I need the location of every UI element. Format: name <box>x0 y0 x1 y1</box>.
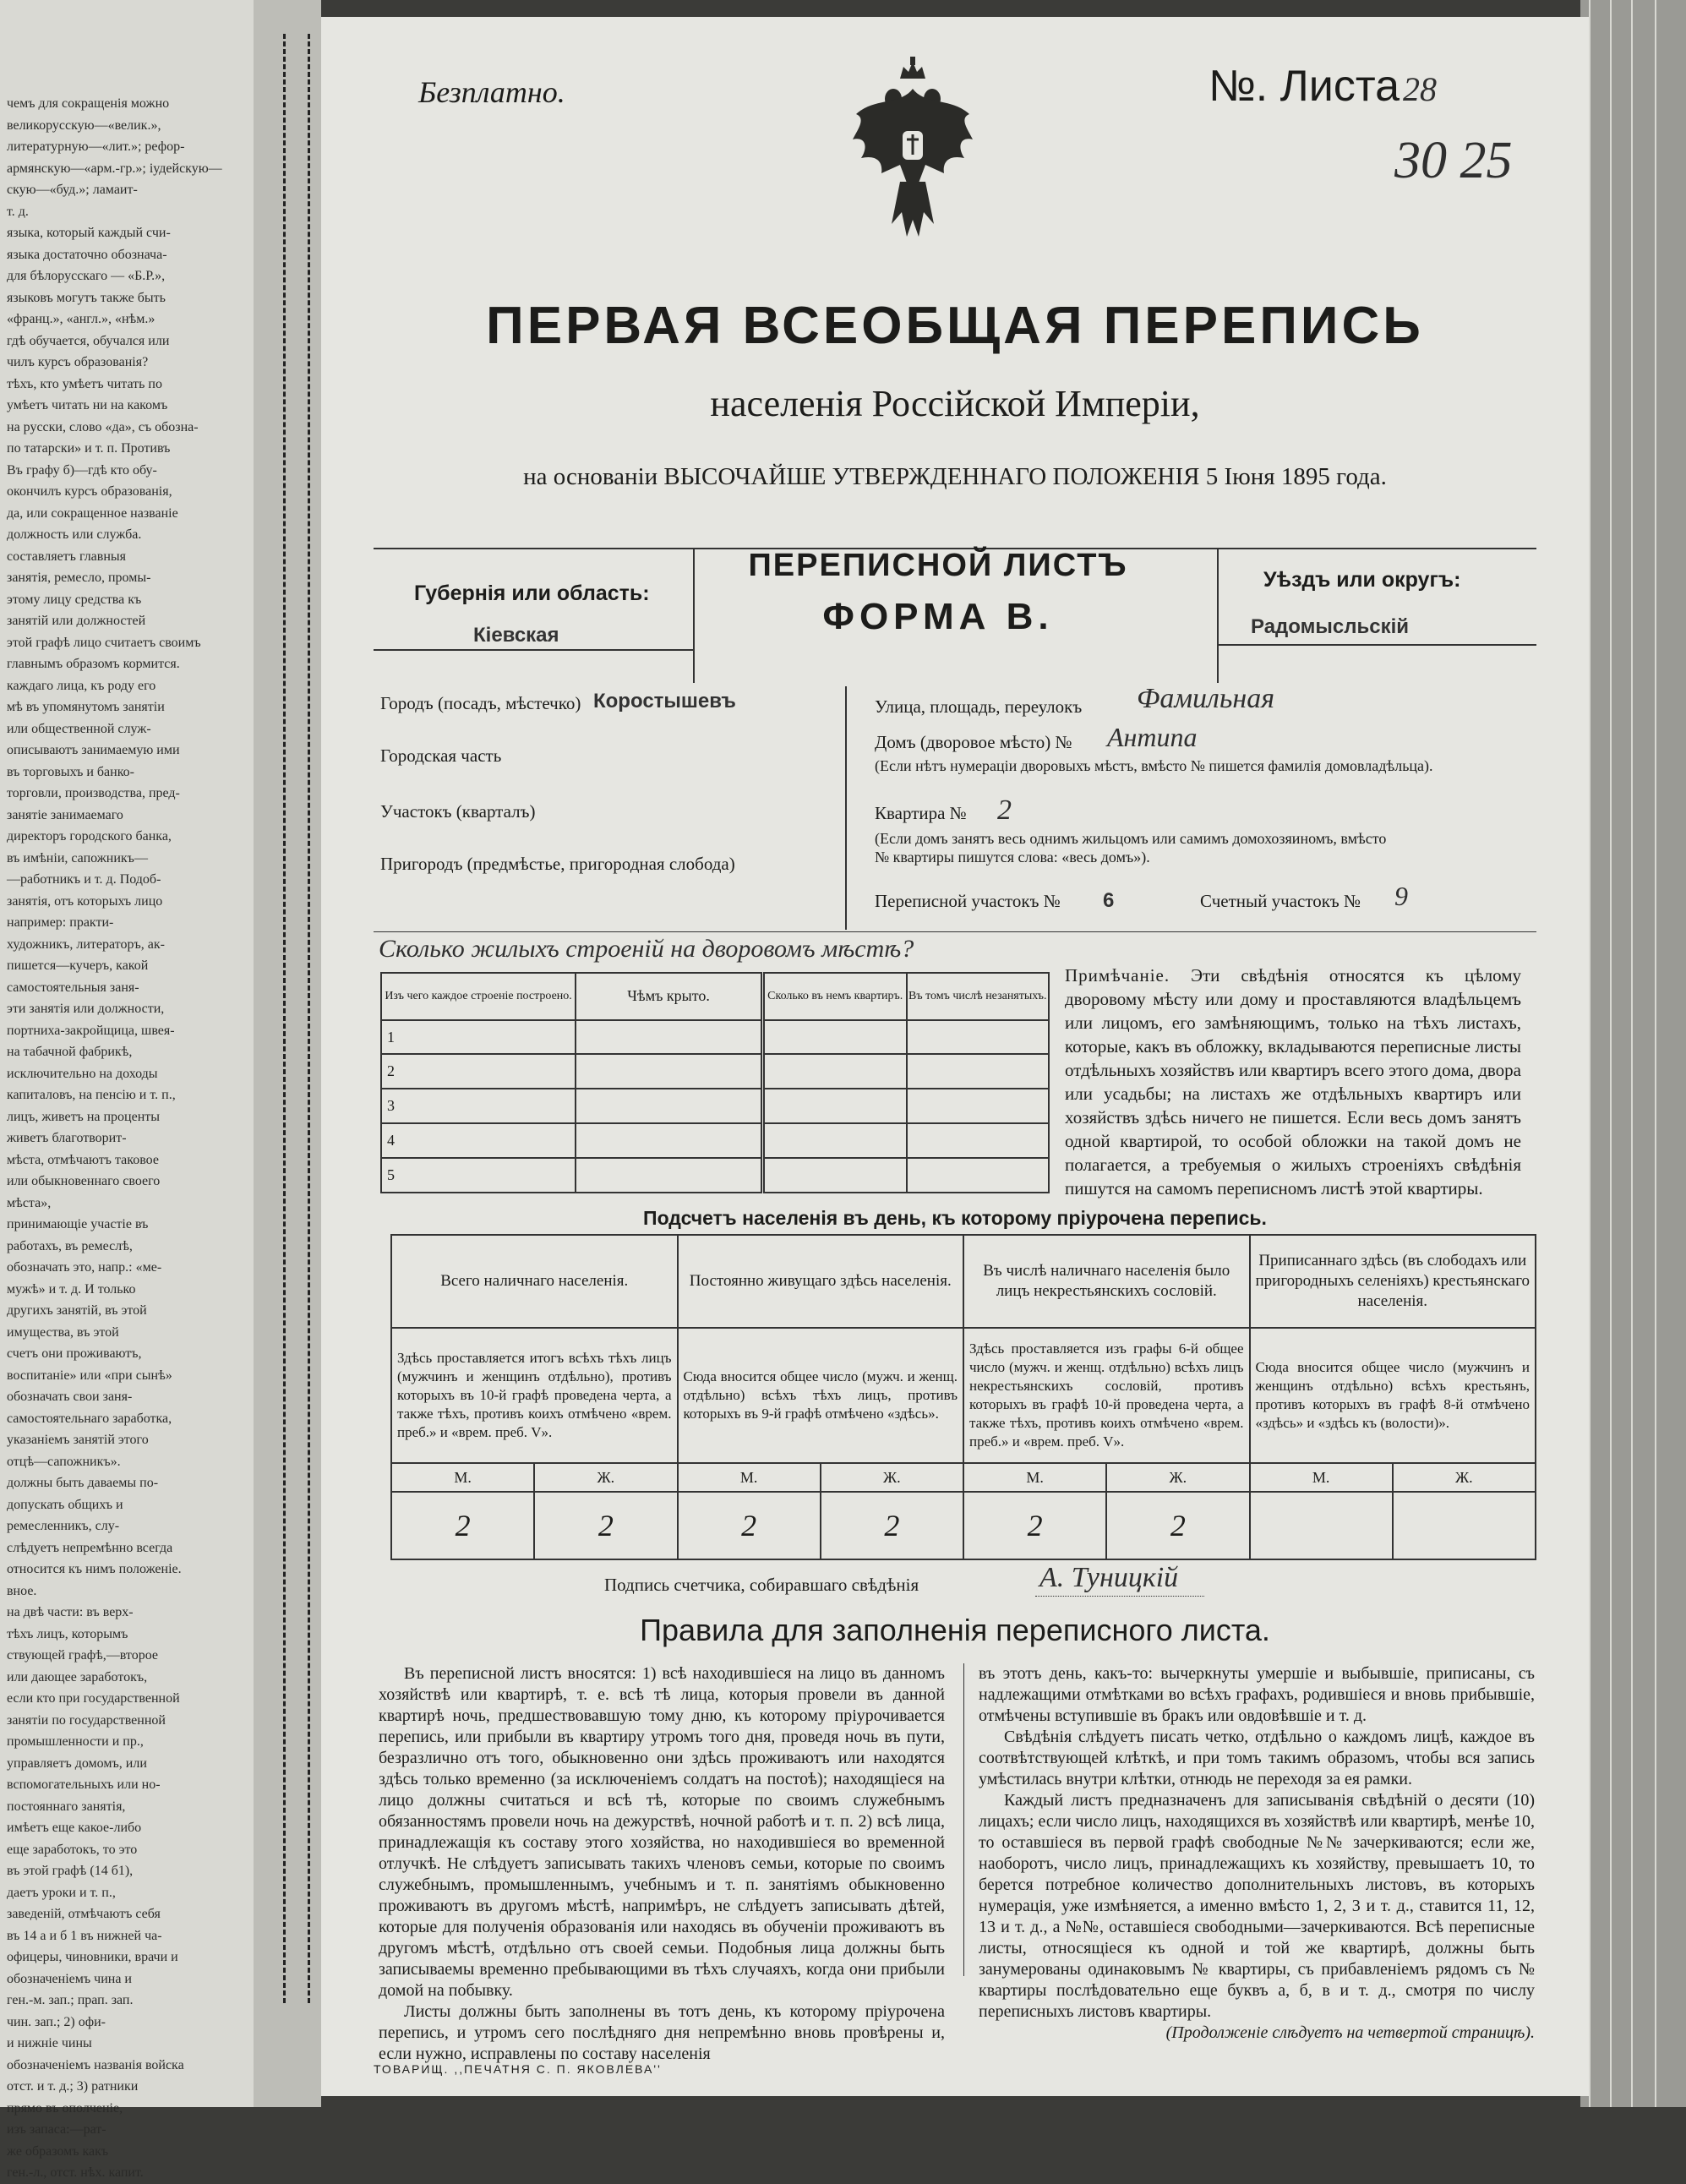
left-page-line: по татарски» и т. п. Противъ <box>7 441 171 456</box>
buildings-row-number: 2 <box>381 1054 576 1089</box>
buildings-row-number: 1 <box>381 1020 576 1055</box>
buildings-cell <box>576 1158 762 1193</box>
buildings-row <box>381 1158 1049 1193</box>
apartment-note-2: № квартиры пишутся слова: «весь домъ»). <box>875 849 1150 865</box>
left-page-line: эти занятія или должности, <box>7 1002 165 1016</box>
stacked-page-edges <box>1580 0 1686 2107</box>
population-values-row <box>391 1492 1536 1559</box>
buildings-col-material: Изъ чего каждое строеніе построено. <box>381 973 576 1020</box>
rules-column-1 <box>379 1663 945 2065</box>
male-label: М. <box>1250 1463 1393 1492</box>
left-page-line: офицеры, чиновники, врачи и <box>7 1950 178 1964</box>
street-label: Улица, площадь, переулокъ <box>875 696 1083 717</box>
house-value: Антипа <box>1107 722 1198 752</box>
left-page-line: обозначать это, напр.: «ме- <box>7 1260 162 1275</box>
left-page-line: въ этой графѣ (14 б1), <box>7 1864 134 1878</box>
left-page-line: на табачной фабрикѣ, <box>7 1045 133 1059</box>
suburb-label: Пригородъ (предмѣстье, пригородная слобода) <box>380 854 735 874</box>
left-page-line: «франц.», «англ.», «нѣм.» <box>7 312 156 326</box>
left-page-line: этой графѣ лицо считаетъ своимъ <box>7 635 201 650</box>
left-page-line: допускать общихъ и <box>7 1497 123 1512</box>
city-value: Коростышевъ <box>593 690 736 713</box>
male-label: М. <box>678 1463 821 1492</box>
female-label: Ж. <box>1393 1463 1536 1492</box>
left-page-line: вное. <box>7 1583 37 1598</box>
left-page-line: языковъ могутъ также быть <box>7 290 166 305</box>
male-count <box>1250 1492 1393 1559</box>
left-page-line: если кто при государственной <box>7 1691 180 1706</box>
left-page-line: управляетъ домомъ, или <box>7 1755 147 1771</box>
census-precinct-value: 6 <box>1103 889 1115 912</box>
province-value: Кіевская <box>473 624 559 647</box>
left-page-line: даетъ уроки и т. п., <box>7 1885 116 1900</box>
left-page-line: постояннаго занятія, <box>7 1799 126 1814</box>
left-page-line: заведеній, отмѣчаютъ себя <box>7 1907 161 1921</box>
buildings-cell <box>576 1054 762 1089</box>
left-page-line: въ 14 а и б 1 въ нижней ча- <box>7 1928 162 1943</box>
female-count: 2 <box>821 1492 963 1559</box>
buildings-note <box>1065 964 1521 1200</box>
left-page-line: армянскую—«арм.-гр.»; іудейскую— <box>7 161 222 176</box>
left-page-text <box>7 93 277 2184</box>
left-page-line: имущества, въ этой <box>7 1324 119 1340</box>
left-page-line: относится къ нимъ положеніе. <box>7 1562 182 1576</box>
left-page-line: должность или служба. <box>7 527 142 542</box>
left-page-line: изъ запаса:—рат- <box>7 2122 106 2137</box>
population-sex-row <box>391 1463 1536 1492</box>
left-page-line: гдѣ обучается, обучался или <box>7 333 170 348</box>
city-label: Городъ (посадъ, мѣстечко) <box>380 693 581 713</box>
left-page-line: самостоятельнаго заработка, <box>7 1411 172 1426</box>
census-sheet <box>321 17 1589 2096</box>
left-page-line: главнымъ образомъ кормится. <box>7 657 180 671</box>
buildings-cell <box>907 1123 1050 1158</box>
free-of-charge-label: Безплатно. <box>418 75 565 109</box>
left-page-line: скую—«буд.»; ламаит- <box>7 183 138 197</box>
form-subtitle: ФОРМА В. <box>822 596 1054 637</box>
left-page-line: занятіе занимаемаго <box>7 807 123 822</box>
buildings-cell <box>762 1158 906 1193</box>
left-page-line: мѣста», <box>7 1195 52 1210</box>
left-page-line: мѣста, отмѣчаютъ таковое <box>7 1152 159 1167</box>
buildings-row <box>381 1054 1049 1089</box>
apartment-note-1: (Если домъ занятъ весь однимъ жильцомъ или самимъ домохозяиномъ, вмѣсто <box>875 830 1387 847</box>
count-precinct-label: Счетный участокъ № <box>1200 891 1361 911</box>
apartment-label: Квартира № <box>875 803 967 823</box>
left-page-line: мужѣ» и т. д. И только <box>7 1281 136 1297</box>
left-page-line: отст. и т. д.; 3) ратники <box>7 2079 139 2094</box>
left-page-line: ствующей графѣ,—второе <box>7 1648 158 1663</box>
population-col-header: Всего наличнаго населенія. <box>391 1235 678 1328</box>
left-page-line: тѣхъ, кто умѣетъ читать по <box>7 376 162 391</box>
buildings-cell <box>907 1089 1050 1123</box>
left-page-line: ген.-л., отст. нѣх. капит. <box>7 2165 144 2180</box>
rules-col2-para3: Каждый листъ предназначенъ для записыванія свѣдѣній о десяти (10) лицахъ; если число лицъ, находящихся въ хозяйствѣ или квартирѣ, менѣе 10, то оставшіеся въ первой графѣ свободные №№ зачеркиваются; если же, наоборотъ, число лицъ, принадлежащихъ къ хозяйству, превышаетъ 10, то берется потребное количество дополнительныхъ листовъ, въ которыхъ нумерація, уже измѣняется, а именно вмѣсто 1, 2, 3 и т. д., ставится 11, 12, 13 и т. д., а №№, оставшіеся свободными—зачеркиваются. Всѣ переписные листы, относящіеся къ одной и той же квартирѣ, должны быть занумерованы одинаковымъ № квартиры, съ прибавленіемъ рядомъ съ № квартиры послѣдовательно еще буквъ а, б, в и т. д., смотря по числу переписныхъ листовъ квартиры. <box>979 1791 1535 2021</box>
left-page-line: окончилъ курсъ образованія, <box>7 484 172 499</box>
left-page-line: или общественной служ- <box>7 721 151 736</box>
precinct-label: Участокъ (кварталъ) <box>380 801 536 822</box>
buildings-row <box>381 1089 1049 1123</box>
population-col-desc: Сюда вносится общее число (мужчинъ и женщинъ отдѣльно) всѣхъ крестьянъ, противъ которыхъ въ графѣ 8-й отмѣчено «здѣсь» и «здѣсь къ (волости)». <box>1250 1328 1536 1463</box>
population-col-header: Постоянно живущаго здѣсь населенія. <box>678 1235 964 1328</box>
left-page-line: ремесленникъ, слу- <box>7 1519 120 1533</box>
population-desc-row <box>391 1328 1536 1463</box>
left-page-line: вспомогательныхъ или но- <box>7 1777 161 1792</box>
left-page-line: счетъ они проживаютъ, <box>7 1346 142 1361</box>
city-part-label: Городская часть <box>380 745 502 766</box>
left-page-line: мѣ въ упомянутомъ занятіи <box>7 700 165 714</box>
rules-column-2 <box>979 1663 1535 2044</box>
male-label: М. <box>391 1463 534 1492</box>
left-page-line: великорусскую—«велик.», <box>7 117 161 133</box>
left-page-line: —работникъ и т. д. Подоб- <box>7 872 161 887</box>
left-page-line: капиталовъ, на пенсію и т. п., <box>7 1088 176 1102</box>
left-page-line: указаніемъ занятій этого <box>7 1433 149 1447</box>
signature-value: А. Туницкій <box>1039 1562 1179 1593</box>
buildings-cell <box>762 1089 906 1123</box>
buildings-table <box>380 972 1050 1193</box>
population-col-desc: Здѣсь проставляется итогъ всѣхъ тѣхъ лицъ (мужчинъ и женщинъ отдѣльно), противъ которыхъ въ 10-й графѣ проведена черта, а также тѣхъ, противъ коихъ отмѣчено «врем. преб.» и «врем. преб. V». <box>391 1328 678 1463</box>
buildings-cell <box>907 1020 1050 1055</box>
left-page-line: да, или сокращенное названіе <box>7 505 178 521</box>
left-page-line: или дающее заработокъ, <box>7 1669 148 1684</box>
left-page-line: художникъ, литераторъ, ак- <box>7 936 165 952</box>
buildings-cell <box>576 1089 762 1123</box>
buildings-row-number: 4 <box>381 1123 576 1158</box>
buildings-row <box>381 1020 1049 1055</box>
left-page-line: т. д. <box>7 204 29 219</box>
left-page-line: на двѣ части: въ верх- <box>7 1605 134 1619</box>
left-page-line: работахъ, въ ремеслѣ, <box>7 1238 133 1253</box>
left-page-line: живетъ благотворит- <box>7 1131 127 1145</box>
rules-col2-para2: Свѣдѣнія слѣдуетъ писать четко, отдѣльно о каждомъ лицѣ, каждое въ соотвѣтствующей клѣткѣ, и при томъ такимъ образомъ, чтобы вся запись умѣстилась внутри клѣтки, отнюдь не переходя за ея рамки. <box>979 1728 1535 1788</box>
left-page-line: занятій или должностей <box>7 614 146 628</box>
left-page-line: же образомъ какъ <box>7 2143 109 2159</box>
buildings-cell <box>576 1020 762 1055</box>
left-page-line: имѣетъ еще какое-либо <box>7 1821 142 1835</box>
left-page-line: лицъ, живетъ на проценты <box>7 1109 161 1124</box>
left-page-line: въ торговыхъ и банко- <box>7 764 134 779</box>
rules-title: Правила для заполненія переписного листа. <box>640 1613 1270 1647</box>
left-page-line: обозначеніемъ чина и <box>7 1971 132 1986</box>
population-table <box>390 1234 1536 1560</box>
left-page-line: слѣдуетъ непремѣнно всегда <box>7 1540 173 1555</box>
left-page-line: занятіи по государственной <box>7 1712 166 1728</box>
buildings-col-apartments: Сколько въ немъ квартиръ. <box>762 973 906 1020</box>
buildings-row <box>381 1123 1049 1158</box>
buildings-col-roof: Чѣмъ крыто. <box>576 973 762 1020</box>
left-page-line: торговли, производства, пред- <box>7 786 180 800</box>
left-page-line: отцѣ—сапожникъ». <box>7 1454 121 1469</box>
left-page-line: пишется—кучеръ, какой <box>7 958 149 973</box>
left-page-fragment <box>0 0 292 2180</box>
left-page-line: на русски, слово «да», съ обозна- <box>7 419 199 434</box>
left-page-line: или обыкновеннаго своего <box>7 1174 161 1188</box>
left-page-line: чин. зап.; 2) офи- <box>7 2014 106 2029</box>
rules-col1-para2: Листы должны быть заполнены въ тотъ день, къ которому пріурочена перепись, и утромъ сего послѣдняго дня непремѣнно вновь провѣрены и, если нужно, исправлены по составу населенія <box>379 2002 945 2063</box>
document-title: ПЕРВАЯ ВСЕОБЩАЯ ПЕРЕПИСЬ <box>486 297 1424 355</box>
note-label: Примѣчаніе. <box>1065 965 1170 986</box>
street-value: Фамильная <box>1137 683 1275 714</box>
buildings-cell <box>907 1054 1050 1089</box>
left-page-line: промышленности и пр., <box>7 1734 144 1749</box>
left-page-line: исключительно на доходы <box>7 1066 158 1081</box>
district-value: Радомысльскій <box>1251 615 1409 638</box>
census-precinct-label: Переписной участокъ № <box>875 891 1061 911</box>
left-page-line: литературную—«лит.»; рефор- <box>7 139 185 154</box>
buildings-cell <box>576 1123 762 1158</box>
left-page-line: занятія, ремесло, промы- <box>7 571 151 585</box>
left-page-line: воспитаніе» или «при сынѣ» <box>7 1368 172 1383</box>
population-col-header: Въ числѣ наличнаго населенія было лицъ некрестьянскихъ сословій. <box>963 1235 1250 1328</box>
left-page-line: должны быть даваемы по- <box>7 1476 159 1490</box>
left-page-line: составляетъ главныя <box>7 549 127 564</box>
left-page-line: принимающіе участіе въ <box>7 1217 149 1231</box>
female-count: 2 <box>534 1492 677 1559</box>
population-col-desc: Здѣсь проставляется изъ графы 6-й общее число (мужч. и женщ. отдѣльно) всѣхъ лицъ некрестьянскихъ сословій, противъ которыхъ въ графѣ 10-й проведена черта, а также тѣхъ, противъ коихъ отмѣчено «врем. преб.» и «врем. преб. V». <box>963 1328 1250 1463</box>
imperial-eagle-emblem <box>849 55 976 266</box>
document-subtitle: населенія Россійской Имперіи, <box>710 383 1200 424</box>
female-label: Ж. <box>1106 1463 1249 1492</box>
rules-continued: (Продолженіе слѣдуетъ на четвертой страницѣ). <box>1165 2023 1535 2042</box>
left-page-line: занятія, отъ которыхъ лицо <box>7 893 163 909</box>
printer-imprint: ТОВАРИЩ. ,,ПЕЧАТНЯ С. П. ЯКОВЛЕВА'' <box>374 2062 662 2076</box>
legal-basis-line: на основаніи ВЫСОЧАЙШЕ УТВЕРЖДЕННАГО ПОЛОЖЕНІЯ 5 Іюня 1895 года. <box>523 463 1387 490</box>
left-page-line: для бѣлорусскаго — «Б.Р.», <box>7 269 166 283</box>
male-count: 2 <box>963 1492 1106 1559</box>
female-count: 2 <box>1106 1492 1249 1559</box>
population-title: Подсчетъ населенія въ день, къ которому пріурочена перепись. <box>643 1207 1267 1229</box>
left-page-line: каждаго лица, къ роду его <box>7 678 156 693</box>
district-label: Уѣздъ или округъ: <box>1263 568 1461 592</box>
female-label: Ж. <box>534 1463 677 1492</box>
rules-col1-para: Въ переписной листъ вносятся: 1) всѣ находившіеся на лицо въ данномъ хозяйствѣ или квартирѣ, т. е. всѣ тѣ лица, которыя провели въ данной квартирѣ ночь, предшествовавшую тому дню, къ которому пріурочивается перепись, или прибыли въ квартиру утромъ того дня, проведя ночь въ пути, безразлично отъ того, обыкновенно они здѣсь проживаютъ или находятся здѣсь только временно (за исключеніемъ солдатъ на постоѣ); находящіеся на лицо должны считаться и всѣ тѣ, которые по своимъ служебнымъ обязанностямъ провели ночь на дежурствѣ, ночной работѣ и т. п. 2) всѣ лица, принадлежащія къ составу этого хозяйства, но находившіеся во временной отлучкѣ. Не слѣдуетъ записывать такихъ членовъ семьи, которые по своимъ служебнымъ, промышленнымъ, учебнымъ и т. п. занятіямъ обыкновенно проживаютъ въ другомъ мѣстѣ, напримѣръ, не слѣдуетъ записывать дѣтей, которые для полученія образованія или находясь въ обученіи проживаютъ въ другомъ мѣстѣ, отдѣльно отъ своей семьи. Подобныя лица должны быть записываемы временно пребывающими въ тѣхъ случаяхъ, когда они прибыли домой на побывку. <box>379 1664 945 2000</box>
left-page-line: описываютъ занимаемую ими <box>7 743 180 757</box>
male-count: 2 <box>391 1492 534 1559</box>
signature-label: Подпись счетчика, собиравшаго свѣдѣнія <box>604 1575 919 1595</box>
left-page-line: обозначать свои заня- <box>7 1390 133 1404</box>
left-page-line: директоръ городского банка, <box>7 829 172 844</box>
house-label: Домъ (дворовое мѣсто) № <box>875 732 1072 752</box>
rules-col2-para: въ этотъ день, какъ-то: вычеркнуты умершіе и выбывшіе, приписаны, съ надлежащими отмѣтками во всѣхъ графахъ, родившіеся и вновь прибывшіе, отмѣчены вступившіе въ бракъ или овдовѣвшіе и т. д. <box>979 1664 1535 1725</box>
female-count <box>1393 1492 1536 1559</box>
left-page-line: тѣхъ лицъ, которымъ <box>7 1626 128 1641</box>
count-precinct-value: 9 <box>1394 881 1408 911</box>
form-title: ПЕРЕПИСНОЙ ЛИСТЪ <box>748 548 1128 583</box>
note-text: Эти свѣдѣнія относятся къ цѣлому дворовому мѣсту или дому и проставляются владѣльцемъ или лицомъ, его замѣняющимъ, только на тѣхъ листахъ, которые, какъ въ обложку, вкладываются переписные листы отдѣльныхъ хозяйствъ или квартиръ всего этого дома, двора или усадьбы; на листахъ же отдѣльныхъ квартиръ или хозяйствъ здѣсь ничего не пишется. Если весь домъ занятъ одной квартирой, то особой обложки на такой домъ не полагается, а требуемыя о жилыхъ строеніяхъ свѣдѣнія пишутся на самомъ переписномъ листѣ этой квартиры. <box>1065 965 1521 1198</box>
left-page-line: портниха-закройщица, швея- <box>7 1023 175 1038</box>
binding-stitches <box>283 34 310 2003</box>
male-label: М. <box>963 1463 1106 1492</box>
left-page-line: умѣетъ читать ни на какомъ <box>7 398 168 412</box>
left-page-line: самостоятельныя заня- <box>7 980 139 995</box>
buildings-row-number: 5 <box>381 1158 576 1193</box>
buildings-cell <box>762 1054 906 1089</box>
population-header-row <box>391 1235 1536 1328</box>
buildings-cell <box>907 1158 1050 1193</box>
buildings-question: Сколько жилыхъ строеній на дворовомъ мѣстѣ? <box>379 935 914 963</box>
buildings-col-vacant: Въ томъ числѣ незанятыхъ. <box>907 973 1050 1020</box>
left-page-line: чемъ для сокращенія можно <box>7 96 170 111</box>
apartment-value: 2 <box>997 794 1012 826</box>
buildings-cell <box>762 1020 906 1055</box>
female-label: Ж. <box>821 1463 963 1492</box>
buildings-row-number: 3 <box>381 1089 576 1123</box>
population-col-header: Приписаннаго здѣсь (въ слободахъ или пригородныхъ селеніяхъ) крестьянскаго населенія. <box>1250 1235 1536 1328</box>
left-page-line: ген.-м. зап.; прап. зап. <box>7 1993 134 2007</box>
left-page-line: Въ графу б)—гдѣ кто обу- <box>7 462 157 478</box>
left-page-line: языка достаточно обознача- <box>7 247 167 262</box>
left-page-line: и нижніе чины <box>7 2036 92 2050</box>
left-page-line: прямо въ ополченіе, <box>7 2100 123 2116</box>
left-page-line: этому лицу средства къ <box>7 592 142 607</box>
left-page-line: чилъ курсъ образованія? <box>7 355 149 369</box>
province-label: Губернія или область: <box>414 581 650 605</box>
left-page-line: еще заработокъ, то это <box>7 1842 138 1857</box>
handwritten-archive-number: 30 25 <box>1394 132 1513 189</box>
left-page-line: обозначеніемъ названія войска <box>7 2057 184 2072</box>
male-count: 2 <box>678 1492 821 1559</box>
sheet-number-value: 28 <box>1403 70 1437 108</box>
population-col-desc: Сюда вносится общее число (мужч. и женщ. отдѣльно) всѣхъ тѣхъ лицъ, противъ которыхъ въ 9-й графѣ отмѣчено «здѣсь». <box>678 1328 964 1463</box>
left-page-line: например: практи- <box>7 915 114 930</box>
house-note: (Если нѣтъ нумераціи дворовыхъ мѣстъ, вмѣсто № пишется фамилія домовладѣльца). <box>875 757 1433 774</box>
sheet-number-label: №. Листа <box>1209 62 1400 111</box>
left-page-line: языка, который каждый счи- <box>7 226 171 240</box>
buildings-cell <box>762 1123 906 1158</box>
left-page-line: въ имѣніи, сапожникъ— <box>7 850 148 865</box>
left-page-line: другихъ занятій, въ этой <box>7 1303 147 1318</box>
